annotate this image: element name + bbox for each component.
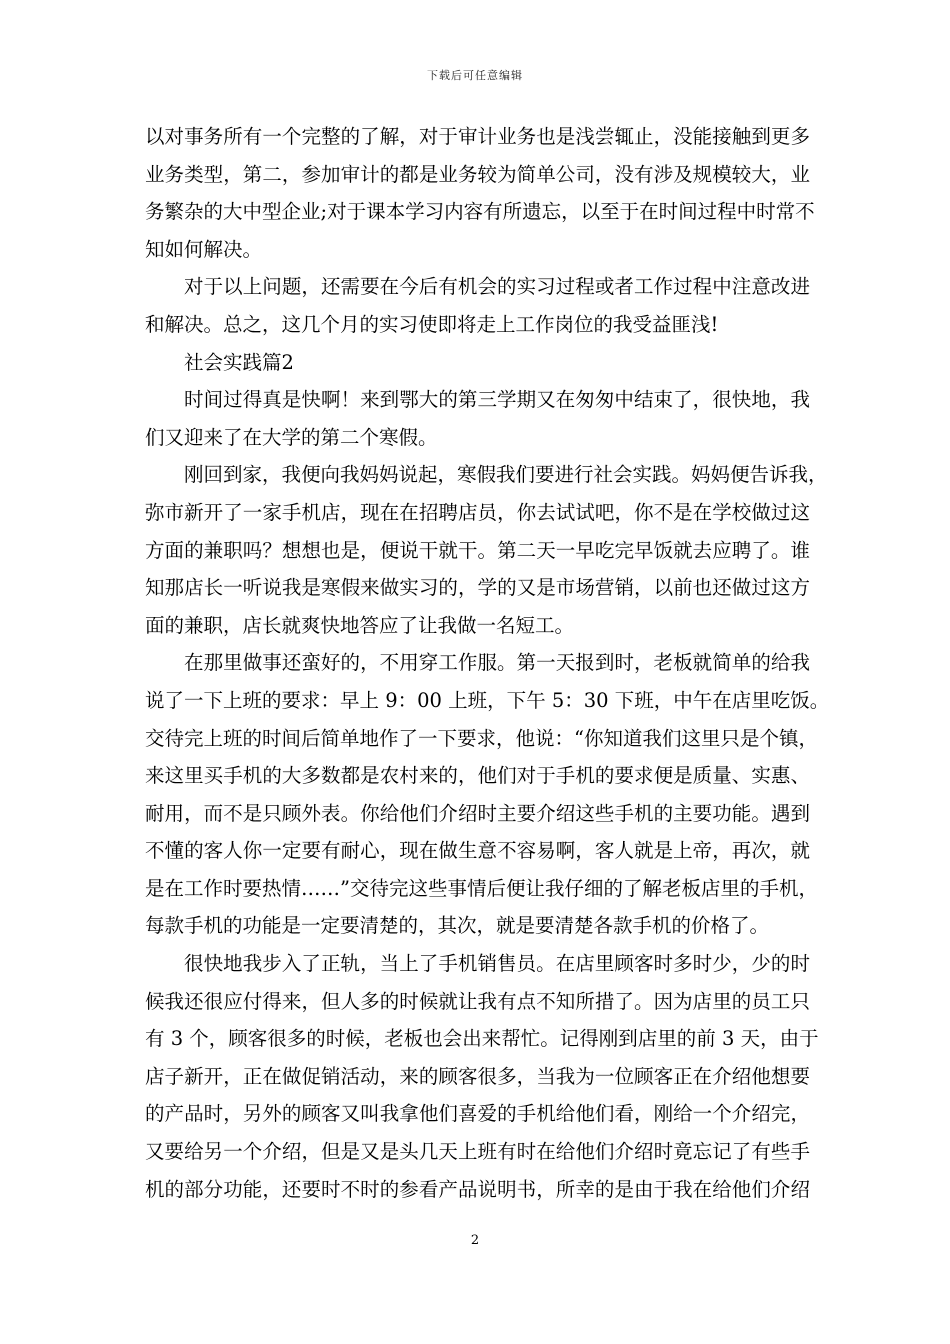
text-line: 不懂的客人你一定要有耐心，现在做生意不容易啊，客人就是上帝，再次，就 — [145, 839, 810, 863]
text-line: 在那里做事还蛮好的，不用穿工作服。第一天报到时，老板就简单的给我 — [184, 651, 810, 675]
text-line: 的产品时，另外的顾客又叫我拿他们喜爱的手机给他们看，刚给一个介绍完， — [145, 1102, 810, 1126]
text-line: 方面的兼职吗？想想也是，便说干就干。第二天一早吃完早饭就去应聘了。谁 — [145, 538, 810, 562]
text-line: 时间过得真是快啊！来到鄂大的第三学期又在匆匆中结束了，很快地，我 — [184, 388, 810, 412]
text-line: 又要给另一个介绍，但是又是头几天上班有时在给他们介绍时竟忘记了有些手 — [145, 1140, 810, 1164]
text-line: 店子新开，正在做促销活动，来的顾客很多，当我为一位顾客正在介绍他想要 — [145, 1064, 810, 1088]
text-line: 知那店长一听说我是寒假来做实习的，学的又是市场营销，以前也还做过这方 — [145, 576, 810, 600]
text-line: 以对事务所有一个完整的了解，对于审计业务也是浅尝辄止，没能接触到更多 — [145, 125, 810, 148]
text-line: 和解决。总之，这几个月的实习使即将走上工作岗位的我受益匪浅! — [145, 312, 719, 336]
page-number: 2 — [470, 1233, 480, 1248]
text-line: 来这里买手机的大多数都是农村来的，他们对于手机的要求便是质量、实惠、 — [145, 764, 810, 788]
text-line: 说了一下上班的要求：早上 9：00 上班，下午 5：30 下班，中午在店里吃饭。 — [145, 688, 830, 712]
text-line: 弥市新开了一家手机店，现在在招聘店员，你去试试吧，你不是在学校做过这 — [145, 500, 810, 524]
text-line: 有 3 个，顾客很多的时候，老板也会出来帮忙。记得刚到店里的前 3 天，由于 — [145, 1027, 819, 1051]
text-line: 知如何解决。 — [145, 237, 263, 261]
text-line: 社会实践篇2 — [184, 350, 294, 374]
text-line: 面的兼职，店长就爽快地答应了让我做一名短工。 — [145, 613, 575, 637]
text-line: 每款手机的功能是一定要清楚的，其次，就是要清楚各款手机的价格了。 — [145, 914, 770, 938]
text-line: 耐用，而不是只顾外表。你给他们介绍时主要介绍这些手机的主要功能。遇到 — [145, 801, 810, 825]
text-line: 刚回到家，我便向我妈妈说起，寒假我们要进行社会实践。妈妈便告诉我， — [184, 463, 828, 487]
page-header-note: 下载后可任意编辑 — [427, 69, 523, 82]
text-line: 们又迎来了在大学的第二个寒假。 — [145, 425, 438, 449]
text-line: 候我还很应付得来，但人多的时候就让我有点不知所措了。因为店里的员工只 — [145, 989, 810, 1013]
text-line: 务繁杂的大中型企业;对于课本学习内容有所遗忘，以至于在时间过程中时常不 — [145, 200, 815, 224]
text-line: 交待完上班的时间后简单地作了一下要求，他说：“你知道我们这里只是个镇， — [145, 726, 818, 750]
text-line: 对于以上问题，还需要在今后有机会的实习过程或者工作过程中注意改进 — [184, 275, 810, 299]
text-line: 是在工作时要热情……”交待完这些事情后便让我仔细的了解老板店里的手机， — [145, 876, 818, 900]
text-line: 很快地我步入了正轨，当上了手机销售员。在店里顾客时多时少，少的时 — [184, 952, 810, 976]
text-line: 业务类型，第二，参加审计的都是业务较为简单公司，没有涉及规模较大，业 — [145, 162, 810, 186]
text-line: 机的部分功能，还要时不时的参看产品说明书，所幸的是由于我在给他们介绍 — [145, 1177, 810, 1201]
document-body — [145, 118, 830, 1208]
